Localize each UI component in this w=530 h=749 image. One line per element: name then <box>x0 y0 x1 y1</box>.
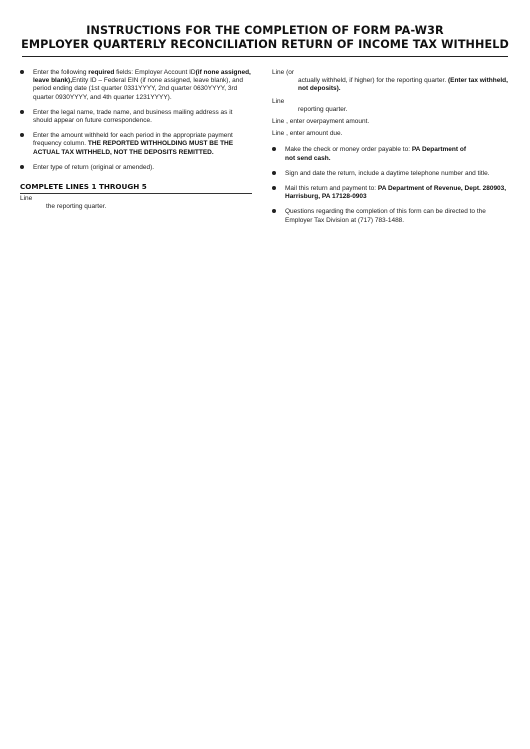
title-divider <box>22 56 508 57</box>
bullet-dot-icon <box>20 110 24 114</box>
line-text: the reporting quarter. <box>46 203 107 211</box>
line-label: Line <box>20 195 33 203</box>
bullet-legal-name <box>20 109 252 125</box>
bullet-text: Mail this return and payment to: <box>285 185 378 193</box>
bullet-text: Enter the following <box>33 69 89 76</box>
bullet-dot-icon <box>272 171 276 175</box>
line-bold-text: (Enter tax withheld, not deposits). <box>298 77 508 93</box>
left-column <box>20 69 252 215</box>
bullet-amount-withheld <box>20 132 252 157</box>
bullet-text: Entity ID – Federal EIN (if none assigned, leave blank), and period ending date (1st quarter 0331YYYY, 2nd quarter 0630YYYY, 3rd quarter 0930YYYY, and 4th quarter 1231YYYY). <box>33 77 243 101</box>
title-line-2: EMPLOYER QUARTERLY RECONCILIATION RETURN OF INCOME TAX WITHHELD <box>21 38 509 51</box>
bullet-text: Sign and date the return, include a daytime telephone number and title. <box>285 169 490 177</box>
bullet-bold-text: (if none assigned, leave blank), <box>33 69 251 85</box>
right-column <box>272 69 512 232</box>
line-item-1 <box>20 195 252 211</box>
bullet-mail-to <box>272 185 512 201</box>
bullet-questions <box>272 208 512 224</box>
bullet-required-fields <box>20 69 252 102</box>
bullet-payable-to <box>272 146 512 162</box>
bullet-bold-text: not send cash. <box>285 154 331 162</box>
bullet-dot-icon <box>272 209 276 213</box>
section-heading-lines: COMPLETE LINES 1 THROUGH 5 <box>20 182 252 194</box>
line-item-4: Line , enter overpayment amount. <box>272 118 370 126</box>
bullet-sign-date <box>272 170 512 178</box>
bullet-dot-icon <box>20 70 24 74</box>
line-item-5: Line , enter amount due. <box>272 130 343 138</box>
bullet-bold-text: required <box>88 69 115 76</box>
bullet-dot-icon <box>20 165 24 169</box>
bullet-text: Make the check or money order payable to: <box>285 146 412 154</box>
bullet-bold-text: THE REPORTED WITHHOLDING MUST BE THE ACTUAL TAX WITHHELD, NOT THE DEPOSITS REMITTED. <box>33 140 234 156</box>
bullet-text: Questions regarding the completion of this form can be directed to the Employer Tax Division at (717) 783-1488. <box>285 208 486 224</box>
line-text: reporting quarter. <box>298 105 348 113</box>
bullet-dot-icon <box>272 147 276 151</box>
bullet-bold-text: PA Department of Revenue, Dept. 280903, Harrisburg, PA 17128-0903 <box>285 185 507 201</box>
bullet-bold-text: PA Department of <box>411 146 466 154</box>
line-item-3 <box>272 98 512 114</box>
line-text-part: actually withheld, if higher) for the reporting quarter. <box>298 77 448 85</box>
line-text <box>272 77 512 93</box>
bullet-return-type <box>20 164 252 172</box>
title-line-1: INSTRUCTIONS FOR THE COMPLETION OF FORM PA-W3R <box>86 24 444 37</box>
line-item-2 <box>272 69 512 94</box>
line-label: Line (or <box>272 69 295 76</box>
line-label: Line <box>272 97 285 105</box>
bullet-text: Enter the legal name, trade name, and business mailing address as it should appear on future correspondence. <box>33 108 233 125</box>
bullet-text: fields: Employer Account ID <box>114 69 196 76</box>
bullet-text: Enter the amount withheld for each period in the appropriate payment frequency column. <box>33 132 233 148</box>
bullet-text: Enter type of return (original or amended). <box>33 163 155 171</box>
page-title <box>0 24 530 52</box>
bullet-dot-icon <box>20 133 24 137</box>
bullet-dot-icon <box>272 186 276 190</box>
